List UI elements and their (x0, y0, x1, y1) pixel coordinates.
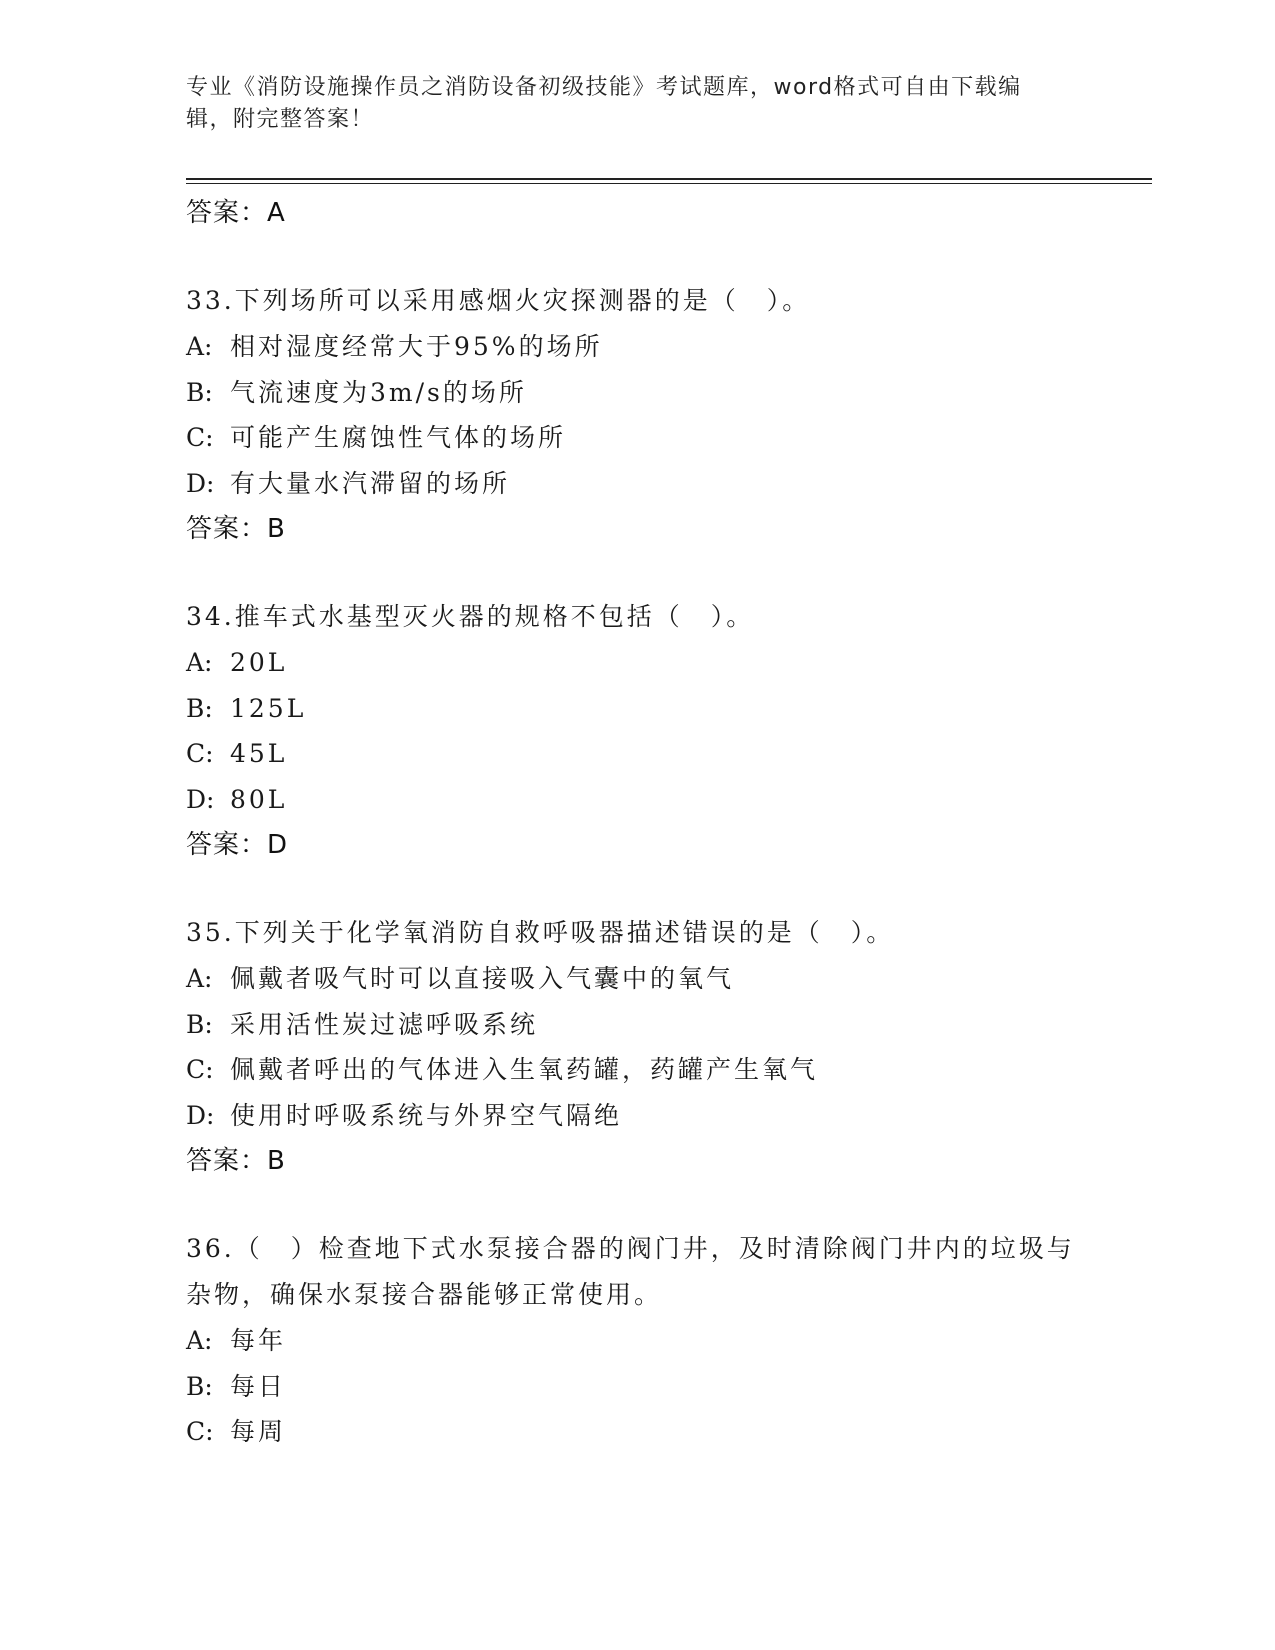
option-text: 125L (230, 693, 307, 723)
answer-line: 答案：B (186, 514, 286, 544)
option-text: 45L (230, 739, 288, 768)
option-text: 佩戴者呼出的气体进入生氧药罐，药罐产生氧气 (230, 1055, 819, 1084)
option-text: 每周 (230, 1417, 287, 1446)
option-letter: D: (186, 784, 215, 814)
option-b (186, 686, 1086, 732)
option-b (186, 1364, 1086, 1410)
option-letter: C: (186, 1417, 214, 1446)
question-stem: 35.下列关于化学氧消防自救呼吸器描述错误的是（ ）。 (186, 918, 895, 947)
option-letter: A: (186, 332, 213, 361)
option-c (186, 1047, 1086, 1093)
option-letter: D: (186, 1100, 215, 1130)
option-text: 相对湿度经常大于95%的场所 (230, 332, 603, 361)
option-a (186, 640, 1086, 686)
question-stem: 33.下列场所可以采用感烟火灾探测器的是（ ）。 (186, 286, 811, 315)
option-letter: C: (186, 423, 214, 452)
option-d (186, 1093, 1086, 1139)
question-stem: 34.推车式水基型灭火器的规格不包括（ ）。 (186, 602, 755, 631)
option-letter: D: (186, 468, 215, 498)
option-b (186, 1002, 1086, 1048)
option-d (186, 777, 1086, 823)
header-rule-thin (186, 183, 1152, 184)
option-letter: A: (186, 964, 213, 993)
option-a (186, 1318, 1086, 1364)
option-letter: A: (186, 648, 213, 677)
option-text: 80L (230, 784, 288, 814)
option-a (186, 324, 1086, 370)
option-b (186, 370, 1086, 416)
option-c (186, 1409, 1086, 1455)
option-text: 气流速度为3m/s的场所 (230, 377, 527, 407)
option-letter: B: (186, 377, 213, 407)
header-rule-thick (186, 178, 1152, 180)
answer-line: 答案：D (186, 830, 289, 860)
option-a (186, 956, 1086, 1002)
question-33 (186, 278, 1086, 552)
option-letter: B: (186, 1371, 213, 1401)
question-34 (186, 594, 1086, 868)
option-letter: A: (186, 1326, 213, 1355)
answer-line: 答案：B (186, 1146, 286, 1176)
option-text: 可能产生腐蚀性气体的场所 (230, 423, 567, 452)
option-c (186, 731, 1086, 777)
option-c (186, 415, 1086, 461)
option-text: 使用时呼吸系统与外界空气隔绝 (230, 1100, 623, 1130)
option-d (186, 461, 1086, 507)
option-letter: B: (186, 1009, 213, 1039)
question-35 (186, 910, 1086, 1184)
option-text: 20L (230, 648, 288, 677)
option-letter: C: (186, 1055, 214, 1084)
option-text: 采用活性炭过滤呼吸系统 (230, 1009, 539, 1039)
option-text: 有大量水汽滞留的场所 (230, 468, 511, 498)
question-36 (186, 1226, 1086, 1455)
option-letter: C: (186, 739, 214, 768)
option-text: 佩戴者吸气时可以直接吸入气囊中的氧气 (230, 964, 735, 993)
document-header: 专业《消防设施操作员之消防设备初级技能》考试题库，word格式可自由下载编辑，附完整答案！ (186, 75, 1022, 132)
answer-line: 答案：A (186, 198, 286, 228)
question-stem: 36.（ ）检查地下式水泵接合器的阀门井，及时清除阀门井内的垃圾与杂物，确保水泵接合器能够正常使用。 (186, 1234, 1075, 1309)
option-text: 每日 (230, 1371, 287, 1401)
option-text: 每年 (230, 1326, 287, 1355)
option-letter: B: (186, 693, 213, 723)
question-list (186, 190, 1086, 1455)
